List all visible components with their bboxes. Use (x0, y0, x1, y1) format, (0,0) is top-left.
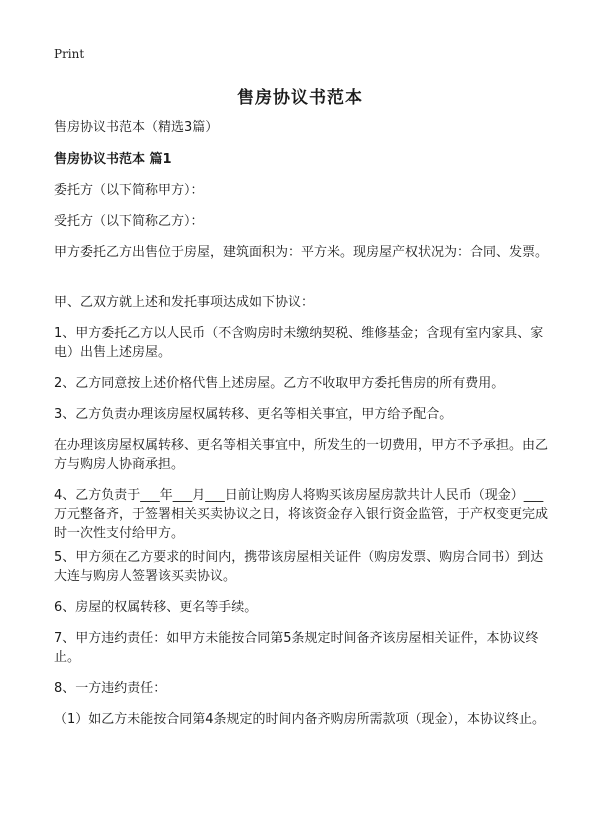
section-heading: 售房协议书范本 篇1 (54, 152, 172, 167)
paragraph-clause-8-1: （1）如乙方未能按合同第4条规定的时间内备齐购房所需款项（现金），本协议终止。 (54, 712, 546, 727)
paragraph-clause-6: 6、房屋的权属转移、更名等手续。 (54, 600, 258, 615)
paragraph-client: 委托方（以下简称甲方）： (54, 183, 204, 198)
document-title: 售房协议书范本 (237, 88, 363, 108)
paragraph-clause-5: 5、甲方须在乙方要求的时间内，携带该房屋相关证件（购房发票、购房合同书）到达大连与购房人签署该买卖协议。 (54, 550, 544, 584)
paragraph-clause-8: 8、一方违约责任： (54, 681, 167, 696)
paragraph-fees: 在办理该房屋权属转移、更名等相关事宜中，所发生的一切费用，甲方不予承担。由乙方与购房人协商承担。 (54, 438, 549, 472)
paragraph-agent: 受托方（以下简称乙方）： (54, 214, 204, 229)
print-link[interactable]: Print (54, 47, 85, 61)
paragraph-clause-3: 3、乙方负责办理该房屋权属转移、更名等相关事宜，甲方给予配合。 (54, 407, 453, 422)
paragraph-agreement-intro: 甲、乙双方就上述和发托事项达成如下协议： (54, 295, 315, 310)
document-subtitle: 售房协议书范本（精选3篇） (54, 120, 219, 135)
paragraph-property: 甲方委托乙方出售位于房屋，建筑面积为：平方米。现房屋产权状况为：合同、发票。 (54, 245, 549, 260)
paragraph-clause-7: 7、甲方违约责任：如甲方未能按合同第5条规定时间备齐该房屋相关证件，本协议终止。 (54, 631, 539, 665)
paragraph-clause-1: 1、甲方委托乙方以人民币（不含购房时未缴纳契税、维修基金；含现有室内家具、家电）出售上述房屋。 (54, 326, 544, 360)
paragraph-clause-2: 2、乙方同意按上述价格代售上述房屋。乙方不收取甲方委托售房的所有费用。 (54, 376, 505, 391)
paragraph-clause-4: 4、乙方负责于___年___月___日前让购房人将购买该房屋房款共计人民币（现金）___万元整备齐，于签署相关买卖协议之日，将该资金存入银行资金监管，于产权变更完成时一次性支付给甲方。 (54, 488, 549, 541)
